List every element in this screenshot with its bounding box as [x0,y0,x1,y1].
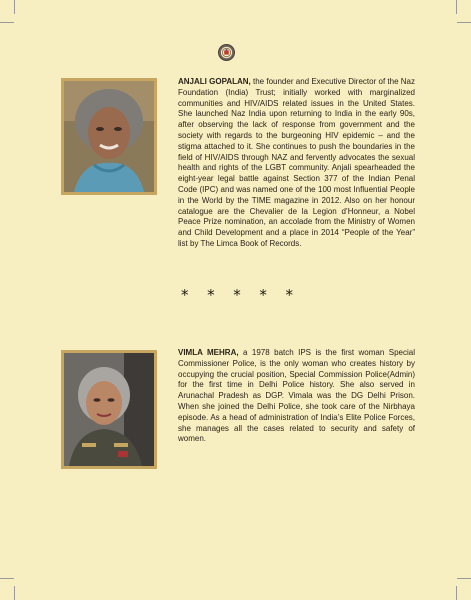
star-icon: * [285,286,293,304]
crop-mark [14,586,15,600]
emblem-icon [218,44,235,61]
person-name: ANJALI GOPALAN, [178,77,251,86]
star-icon: * [207,286,215,304]
portrait-photo-vimla [61,350,157,469]
bio-vimla-mehra [178,348,415,445]
bio-text: a 1978 batch IPS is the first woman Special Commissioner Police, is the only woman who creates history by occupying the crucial position, Special Commission Police(Admin) for the first time in Delhi Police history. She also served in Arunachal Pradesh as DGP. Vimala was the DG Delhi Prison. When she joined the Delhi Police, she took care of the Nirbhaya episode. As a head of administration of India’s Elite Police Forces, she manages all the cases related to security and safety of women. [178,348,415,444]
star-icon: * [233,286,241,304]
crop-mark [0,578,14,579]
star-divider [181,287,293,303]
star-icon: * [181,286,189,304]
crop-mark [457,22,471,23]
bio-text: the founder and Executive Director of the Naz Foundation (India) Trust; initially worked with marginalized communities and HIV/AIDS related issues in the United States. She launched Naz India upon returning to India in the early 90s, after observing the lack of response from government and the society with regards to the burgeoning HIV epidemic – and the stigma attached to it. She continues to push the boundaries in the field of HIV/AIDS through NAZ and fervently advocates the sexual health and rights of the LGBT community. Anjali spearheaded the eight-year legal battle against Section 377 of the Indian Penal Code (IPC) and was named one of the 100 most Influential People in the World by the TIME magazine in 2012. Also on her honour catalogue are the Chevalier de la Legion d’Honneur, a Nobel Peace Prize nomination, an accolade from the Ministry of Women and Child Development and a place in 2014 “People of the Year” list by The Limca Book of Records. [178,77,415,248]
star-icon: * [259,286,267,304]
bio-anjali-gopalan [178,77,415,250]
crop-mark [456,0,457,14]
crop-mark [14,0,15,14]
portrait-photo-anjali [61,78,157,195]
crop-mark [0,22,14,23]
crop-mark [456,586,457,600]
person-name: VIMLA MEHRA, [178,348,239,357]
crop-mark [457,578,471,579]
